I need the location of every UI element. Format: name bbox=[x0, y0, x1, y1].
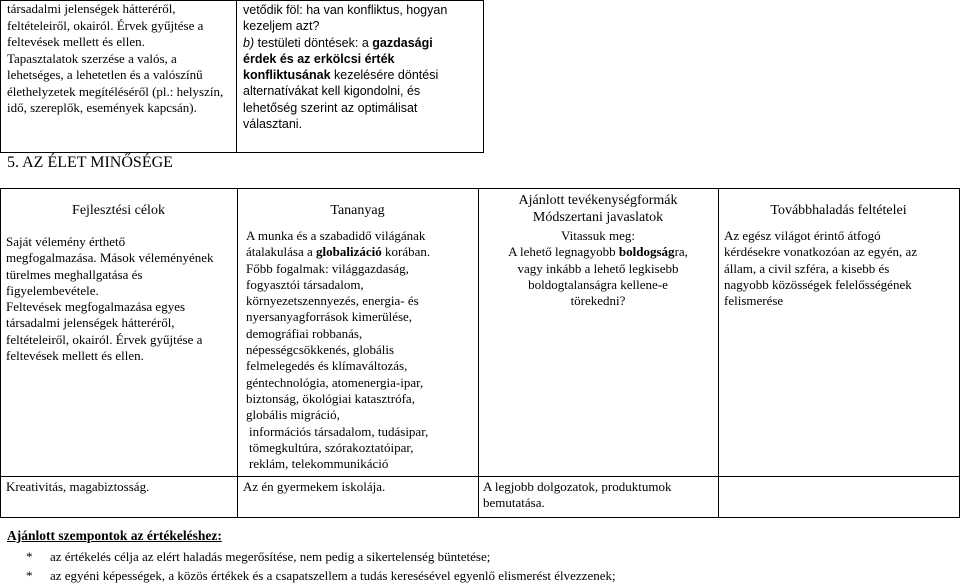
bullet-star: * bbox=[26, 549, 33, 564]
tevekenyseg-line bbox=[480, 244, 716, 260]
section-title: 5. AZ ÉLET MINŐSÉGE bbox=[7, 154, 173, 171]
fejlesztesi-celok-line: Saját vélemény érthető bbox=[6, 234, 126, 249]
tananyag-line: géntechnológia, atomenergia-ipar, bbox=[246, 374, 424, 390]
tevekenyseg-line: törekedni? bbox=[570, 293, 626, 309]
top-right-line: alternatívákat kell kigondolni, és bbox=[243, 84, 421, 99]
col-divider bbox=[718, 188, 719, 518]
tananyag-line: felmelegedés és klímaváltozás, bbox=[246, 358, 408, 374]
top-right-text bbox=[243, 2, 479, 132]
table-border bbox=[0, 188, 960, 189]
fejlesztesi-celok-line: Feltevések megfogalmazása egyes bbox=[6, 299, 186, 315]
header-line: Módszertani javaslatok bbox=[532, 210, 664, 225]
top-right-line: lehetőség szerint az optimálisat bbox=[243, 100, 418, 115]
tananyag-line: globális migráció, bbox=[246, 407, 340, 423]
bullet-text: az egyéni képességek, a közös értékek és a csapatszellem a tudás keresésével egyenlő elismerést élvezzenek; bbox=[50, 568, 616, 583]
fejlesztesi-celok-line: feltételeiről, okairól. Érvek gyűjtése a bbox=[6, 331, 203, 347]
header-tananyag: Tananyag bbox=[330, 203, 385, 218]
tananyag-line: Főbb fogalmak: világgazdaság, bbox=[246, 260, 409, 276]
tovabbhaladas-line: felismerése bbox=[724, 293, 784, 309]
top-left-line: feltételeiről, okairól. Érvek gyűjtése a bbox=[7, 17, 204, 33]
conflict-rest: kezelésére döntési bbox=[330, 68, 439, 83]
evaluation-bullet bbox=[7, 549, 490, 565]
tananyag-list bbox=[246, 261, 476, 424]
tananyag-line: A munka és a szabadidő világának bbox=[246, 228, 426, 243]
tevekenyseg-post: ra, bbox=[674, 244, 688, 260]
table-border bbox=[0, 517, 960, 518]
tevekenyseg-pre: A lehető legnagyobb bbox=[508, 244, 619, 260]
top-left-line: élethelyzetek megítéléséről (pl.: helyszín, bbox=[7, 83, 224, 99]
evaluation-title: Ajánlott szempontok az értékeléshez: bbox=[7, 528, 222, 543]
tevekenyseg-line: boldogtalanságra kellene-e bbox=[528, 276, 668, 292]
tovabbhaladas-line: Az egész világot érintő átfogó bbox=[724, 228, 881, 243]
tananyag-line: demográfiai robbanás, bbox=[246, 325, 363, 341]
header-tevekenysegformak bbox=[478, 192, 718, 226]
top-right-line: választani. bbox=[243, 117, 303, 132]
tevekenyseg-line: Vitassuk meg: bbox=[561, 228, 635, 243]
fejlesztesi-celok-line: társadalmi jelenségek hátteréről, bbox=[6, 315, 175, 331]
top-left-line: Tapasztalatok szerzése a valós, a bbox=[7, 50, 177, 66]
col-divider bbox=[478, 188, 479, 518]
top-left-line: társadalmi jelenségek hátteréről, bbox=[7, 1, 176, 16]
top-left-text bbox=[7, 1, 233, 117]
top-table-cell-right bbox=[236, 0, 484, 153]
top-table-cell-left bbox=[0, 0, 236, 153]
row-divider bbox=[0, 476, 960, 477]
evaluation-bullet bbox=[7, 568, 616, 584]
fejlesztesi-celok-line: megfogalmazása. Mások véleményének bbox=[6, 250, 214, 266]
top-right-line: kezeljem azt? bbox=[243, 19, 320, 34]
col-divider bbox=[0, 188, 1, 518]
row1-fejlesztesi-celok bbox=[6, 234, 234, 364]
row1-tovabbhaladas bbox=[724, 228, 958, 309]
fejlesztesi-celok-line: feltevések mellett és ellen. bbox=[6, 348, 144, 364]
tananyag-list-center bbox=[246, 424, 476, 473]
conflict-bold: konfliktusának bbox=[243, 68, 331, 83]
tananyag-line: tömegkultúra, szórakoztatóipar, bbox=[249, 439, 414, 455]
top-table bbox=[0, 0, 484, 153]
tevekenyseg-line: vagy inkább a lehető legkisebb bbox=[517, 260, 679, 276]
b-bold: gazdasági bbox=[372, 35, 433, 50]
tovabbhaladas-line: kérdésekre vonatkozóan az egyén, az bbox=[724, 244, 918, 260]
tananyag-line bbox=[246, 244, 476, 260]
tananyag-line: biztonság, ökológiai katasztrófa, bbox=[246, 390, 415, 406]
tovabbhaladas-line: nagyobb közösségek felelősségének bbox=[724, 276, 912, 292]
main-table bbox=[0, 188, 960, 518]
tananyag-line: környezetszennyezés, energia- és bbox=[246, 293, 419, 309]
fejlesztesi-celok-line: türelmes meghallgatása és bbox=[6, 266, 143, 282]
b-label: b) bbox=[243, 35, 255, 50]
header-line: Ajánlott tevékenységformák bbox=[518, 193, 678, 208]
header-tovabbhaladas: Továbbhaladás feltételei bbox=[770, 203, 907, 218]
col-divider bbox=[237, 188, 238, 518]
bullet-star: * bbox=[26, 568, 33, 583]
top-left-line: idő, szereplők, események kapcsán). bbox=[7, 100, 197, 115]
tananyag-post: korában. bbox=[381, 244, 431, 260]
tananyag-line: nyersanyagforrások kimerülése, bbox=[246, 309, 413, 325]
row2-tevekenyseg-line: A legjobb dolgozatok, produktumok bbox=[483, 479, 672, 494]
boldogsag-bold: boldogság bbox=[618, 244, 675, 260]
tananyag-line: fogyasztói társadalom, bbox=[246, 276, 364, 292]
tevekenyseg-list bbox=[480, 261, 716, 310]
globalizacio-bold: globalizáció bbox=[316, 244, 382, 260]
fejlesztesi-celok-line: figyelembevétele. bbox=[6, 282, 99, 298]
row2-fejlesztesi-celok: Kreativitás, magabiztosság. bbox=[6, 479, 150, 494]
row2-tevekenysegformak bbox=[483, 479, 715, 512]
tananyag-line: információs társadalom, tudásipar, bbox=[249, 423, 429, 439]
row2-tevekenyseg-line: bemutatása. bbox=[483, 495, 545, 511]
top-left-line: feltevések mellett és ellen. bbox=[7, 34, 145, 49]
top-right-line: vetődik föl: ha van konfliktus, hogyan bbox=[243, 3, 448, 17]
tananyag-line: népességcsökkenés, globális bbox=[246, 342, 395, 358]
top-left-line: lehetséges, a lehetetlen és a valószínű bbox=[7, 67, 203, 82]
bullet-text: az értékelés célja az elért haladás megerősítése, nem pedig a sikertelenség büntetése; bbox=[50, 549, 491, 564]
row1-tananyag bbox=[246, 228, 476, 472]
top-right-line bbox=[243, 67, 479, 83]
header-fejlesztesi-celok: Fejlesztési célok bbox=[72, 203, 165, 218]
top-right-line bbox=[243, 35, 479, 51]
row2-tananyag: Az én gyermekem iskolája. bbox=[243, 479, 386, 494]
row1-tevekenysegformak bbox=[480, 228, 716, 309]
tananyag-pre: átalakulása a bbox=[246, 244, 317, 260]
tananyag-line: reklám, telekommunikáció bbox=[249, 456, 389, 472]
tovabbhaladas-line: állam, a civil szféra, a kisebb és bbox=[724, 260, 890, 276]
top-right-line: érdek és az erkölcsi érték bbox=[243, 51, 395, 66]
b-text: testületi döntések: a bbox=[254, 35, 373, 50]
